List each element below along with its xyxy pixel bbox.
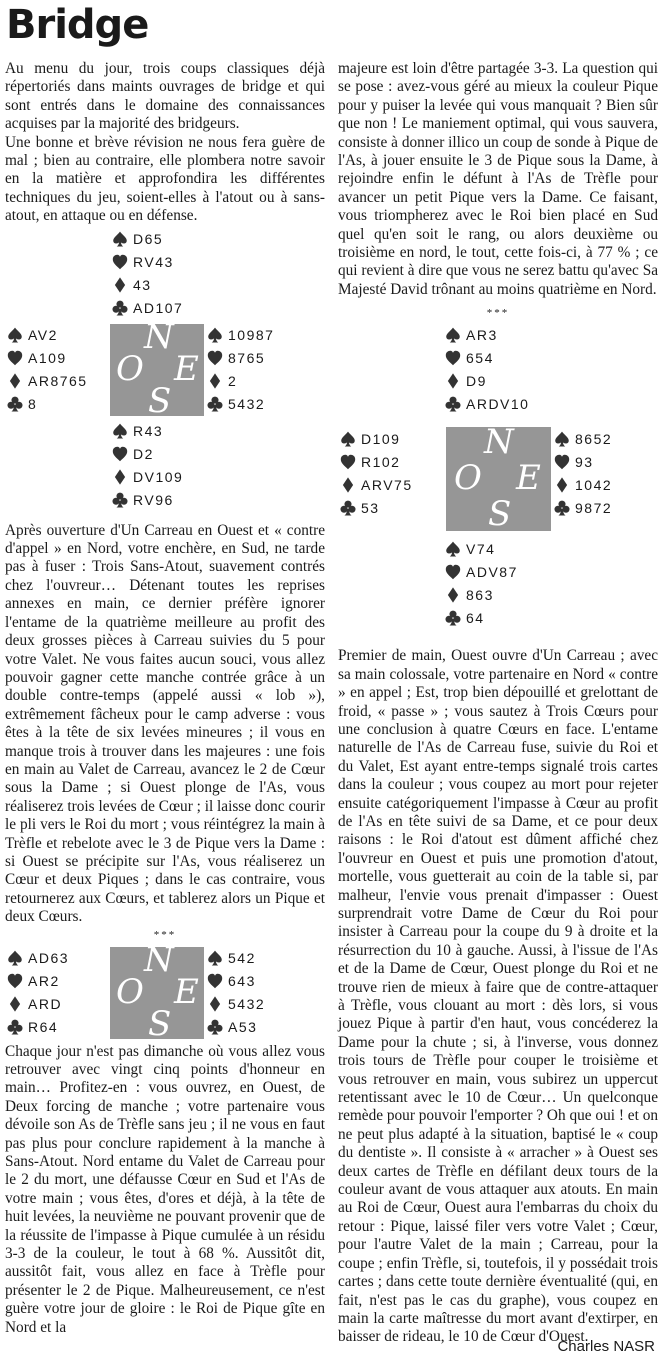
compass-east: E bbox=[174, 348, 199, 389]
north-spades: AR3 bbox=[466, 326, 498, 343]
south-spades: R43 bbox=[133, 422, 164, 439]
diamond-icon bbox=[205, 373, 225, 389]
heart-icon bbox=[110, 446, 130, 462]
spade-icon bbox=[443, 327, 463, 343]
diamond-icon bbox=[205, 996, 225, 1012]
compass-table bbox=[446, 427, 551, 531]
compass-north: N bbox=[144, 323, 174, 357]
east-hand bbox=[205, 947, 265, 1039]
east-clubs: A53 bbox=[228, 1018, 258, 1035]
club-icon bbox=[205, 1019, 225, 1035]
compass-table bbox=[110, 324, 204, 416]
south-diamonds: DV109 bbox=[133, 468, 184, 485]
club-icon bbox=[110, 300, 130, 316]
south-spades: V74 bbox=[466, 540, 496, 557]
west-clubs: R64 bbox=[28, 1018, 59, 1035]
east-hand bbox=[205, 324, 274, 416]
right-column bbox=[338, 60, 658, 1347]
spade-icon bbox=[338, 431, 358, 447]
compass-east: E bbox=[516, 458, 541, 499]
east-hand bbox=[552, 427, 612, 519]
club-icon bbox=[552, 500, 572, 516]
north-diamonds: D9 bbox=[466, 372, 487, 389]
spade-icon bbox=[443, 541, 463, 557]
revision-paragraph: Une bonne et brève révision ne nous fera guère de mal ; bien au contraire, elle plombera notre savoir en la matière et approfondira les différentes techniques du jeu, soient-elles à l'atout ou à sans-atout, en attaque ou en défense. bbox=[5, 133, 325, 225]
east-clubs: 9872 bbox=[575, 499, 613, 516]
north-hearts: RV43 bbox=[133, 253, 174, 270]
west-diamonds: AR8765 bbox=[28, 372, 88, 389]
east-clubs: 5432 bbox=[228, 395, 266, 412]
diamond-icon bbox=[5, 373, 25, 389]
spade-icon bbox=[552, 431, 572, 447]
compass-south: S bbox=[488, 494, 512, 532]
deal-diagram-3 bbox=[338, 321, 658, 647]
south-clubs: RV96 bbox=[133, 491, 174, 508]
club-icon bbox=[5, 396, 25, 412]
west-hearts: AR2 bbox=[28, 972, 60, 989]
heart-icon bbox=[110, 254, 130, 270]
west-clubs: 8 bbox=[28, 395, 38, 412]
west-hearts: R102 bbox=[361, 453, 401, 470]
west-hand bbox=[5, 947, 69, 1039]
south-hand bbox=[110, 420, 183, 512]
south-hearts: D2 bbox=[133, 445, 154, 462]
north-hand bbox=[443, 323, 529, 415]
page-title: Bridge bbox=[6, 2, 149, 48]
author-signature: Charles NASR bbox=[557, 1338, 655, 1355]
club-icon bbox=[443, 396, 463, 412]
compass-north: N bbox=[484, 427, 514, 463]
heart-icon bbox=[552, 454, 572, 470]
compass-south: S bbox=[148, 380, 172, 416]
club-icon bbox=[110, 492, 130, 508]
south-hand bbox=[443, 537, 518, 629]
east-hearts: 93 bbox=[575, 453, 594, 470]
west-spades: D109 bbox=[361, 430, 401, 447]
north-hearts: 654 bbox=[466, 349, 494, 366]
east-diamonds: 2 bbox=[228, 372, 238, 389]
diamond-icon bbox=[443, 587, 463, 603]
intro-paragraph: Au menu du jour, trois coups classiques déjà répertoriés dans maints ouvrages de bridge et qui sont entrés dans le domaine des connaissances acquises par la majorité des bridgeurs. bbox=[5, 60, 325, 133]
club-icon bbox=[338, 500, 358, 516]
south-diamonds: 863 bbox=[466, 586, 494, 603]
compass-west: O bbox=[454, 458, 482, 499]
spade-icon bbox=[205, 327, 225, 343]
east-diamonds: 5432 bbox=[228, 995, 266, 1012]
west-clubs: 53 bbox=[361, 499, 380, 516]
diamond-icon bbox=[110, 277, 130, 293]
deal-diagram-2 bbox=[5, 943, 325, 1043]
north-clubs: ARDV10 bbox=[466, 395, 530, 412]
west-hand bbox=[338, 427, 413, 519]
heart-icon bbox=[5, 350, 25, 366]
deal2-commentary: Chaque jour n'est pas dimanche où vous allez vous retrouver avec vingt cinq points d'honneur en main… Profitez-en : vous ouvrez, en Ouest, de Deux forcing de manche ; votre partenaire vous dévoile son As de Trèfle sans jeu ; il ne vous en faut pas plus pour conclure rapidement à la manche à Sans-Atout. Nord entame du Valet de Carreau pour le 2 du mort, une défausse Cœur en Sud et l'As de votre main ; vous êtes, d'ores et déjà, à la tête de huit levées, la neuvième ne pouvant provenir que de la réussite de l'impasse à Pique cumulée à un résidu 3-3 de la couleur, le tout à 68 %. Aussitôt dit, aussitôt fait, vous allez en face à Trèfle pour présenter le 2 de Pique. Malheureusement, ce n'est guère votre jour de gloire : le Roi de Pique gîte en Nord et la bbox=[5, 1042, 325, 1336]
east-hearts: 8765 bbox=[228, 349, 266, 366]
compass-west: O bbox=[116, 971, 144, 1012]
spade-icon bbox=[110, 423, 130, 439]
diamond-icon bbox=[110, 469, 130, 485]
west-spades: AD63 bbox=[28, 949, 70, 966]
diamond-icon bbox=[552, 477, 572, 493]
east-spades: 8652 bbox=[575, 430, 613, 447]
heart-icon bbox=[5, 973, 25, 989]
east-diamonds: 1042 bbox=[575, 476, 613, 493]
west-diamonds: ARD bbox=[28, 995, 63, 1012]
west-hearts: A109 bbox=[28, 349, 67, 366]
north-clubs: AD107 bbox=[133, 299, 184, 316]
east-spades: 10987 bbox=[228, 326, 275, 343]
compass-south: S bbox=[148, 1003, 172, 1039]
heart-icon bbox=[443, 350, 463, 366]
deal2-commentary-continued: majeure est loin d'être partagée 3-3. La question qui se pose : avez-vous géré au mieux la couleur Pique pour y puiser la levée qui vous manquait ? Bien sûr que non ! Le maniement optimal, qui vous sauvera, consiste à donner illico un coup de sonde à Pique de l'As, à jouer ensuite le 3 de Pique sous la Dame, à rejoindre enfin le défunt à l'As de Trèfle pour avancer un petit Pique vers la Dame. Ce faisant, vous triompherez avec le Roi bien placé en Sud quel qu'en soit le rang, ou alors deuxième ou troisième en nord, le tout, cette fois-ci, à 77 % ; ce qui revient à dire que vous ne serez battu qu'avec Sa Majesté David trônant au moins quatrième en Nord. bbox=[338, 60, 658, 298]
east-hearts: 643 bbox=[228, 972, 256, 989]
west-spades: AV2 bbox=[28, 326, 58, 343]
deal-diagram-1 bbox=[5, 226, 325, 522]
north-diamonds: 43 bbox=[133, 276, 152, 293]
heart-icon bbox=[443, 564, 463, 580]
section-separator: *** bbox=[153, 928, 177, 941]
diamond-icon bbox=[443, 373, 463, 389]
east-spades: 542 bbox=[228, 949, 256, 966]
deal1-commentary: Après ouverture d'Un Carreau en Ouest et « contre d'appel » en Nord, votre enchère, en Sud, ne tarde pas à fuser : Trois Sans-Atout, suavement contrés chez l'ouvreur… Détenant toutes les reprises annexes en main, ce dernier préfère ignorer l'entame de la quatrième meilleure au profit des deux grosses pièces à Carreau suivies du 5 pour votre Valet. Ne vous faites aucun souci, vous allez pouvoir gagner cette manche contrée grâce à un double contre-temps (appelé aussi « lob »), extrêmement fâcheux pour le camp adverse : vous êtes à la tête de six levées mineures ; il vous en manque trois à trouver dans les majeures : une fois en main au Valet de Carreau, avancez le 2 de Cœur sous la Dame ; si Ouest plonge de l'As, vous réaliserez trois levées de Cœur ; il laisse donc courir le pli vers le Roi du mort ; vous réintégrez la main à Trèfle et rebelote avec le 3 de Pique vers la Dame : si Ouest se précipite sur l'As, vous réaliserez un Cœur et deux Piques ; dans le cas contraire, vous retournerez aux Cœurs, et tablerez alors un Pique et deux Cœurs. bbox=[5, 521, 325, 926]
heart-icon bbox=[205, 350, 225, 366]
club-icon bbox=[5, 1019, 25, 1035]
spade-icon bbox=[205, 950, 225, 966]
heart-icon bbox=[205, 973, 225, 989]
compass-east: E bbox=[174, 971, 199, 1012]
north-spades: D65 bbox=[133, 230, 164, 247]
spade-icon bbox=[110, 231, 130, 247]
spade-icon bbox=[5, 327, 25, 343]
diamond-icon bbox=[5, 996, 25, 1012]
diamond-icon bbox=[338, 477, 358, 493]
section-separator: *** bbox=[486, 307, 510, 320]
club-icon bbox=[205, 396, 225, 412]
west-hand bbox=[5, 324, 88, 416]
west-diamonds: ARV75 bbox=[361, 476, 413, 493]
compass-west: O bbox=[116, 348, 144, 389]
south-clubs: 64 bbox=[466, 609, 485, 626]
south-hearts: ADV87 bbox=[466, 563, 518, 580]
north-hand bbox=[110, 228, 183, 320]
compass-north: N bbox=[144, 946, 174, 980]
deal3-commentary: Premier de main, Ouest ouvre d'Un Carreau ; avec sa main colossale, votre partenaire en Nord « contre » en appel ; Est, trop bien dépouillé et grelottant de froid, « passe » ; vous sautez à Trois Cœurs pour une conclusion à quatre Cœurs en face. L'entame naturelle de l'As de Carreau fuse, suivie du Roi et du Valet, Est ayant entre-temps signalé trois cartes dans la couleur ; vous coupez au mort pour rejeter ensuite catégoriquement l'impasse à Cœur au profit de l'As en tête suivi de sa Dame, et ce pour deux raisons : le Roi d'atout est dûment affiché chez l'ouvreur en Ouest et puis une promotion d'atout, mortelle, vous guetterait au coin de la table si, par malheur, l'envie vous prenait d'impasser : Ouest surprendrait votre Dame de Cœur du Roi pour insister à Carreau pour la coupe du 9 à droite et la résurrection du 10 à gauche. Aussi, à l'issue de l'As et de la Dame de Cœur, Ouest plonge du Roi et ne trouve rien de mieux à faire que de contre-attaquer à Trèfle, vous clouant au mort : dès lors, si vous jouez Pique à partir d'en haut, vous concéderez la Dame pour la chute ; si, à l'inverse, vous donnez trois tours de Trèfle pour couper le troisième et vous retrouver en main, vous subirez un uppercut retentissant avec le 10 de Cœur… Un quelconque remède pour pouvoir l'emporter ? Oh que oui ! et on ne peut plus adapté à la situation, baptisé le « coup du dentiste ». Il consiste à « arracher » à Ouest ses deux cartes de Trèfle en défilant deux tours de la couleur avant de vous attaquer aux atouts. En main au Roi de Cœur, Ouest aura l'embarras du choix du retour : Pique, laissé filer vers votre Valet ; Cœur, pour l'autre Valet de la main ; Carreau, pour la coupe ; enfin Trèfle, si, toutefois, il y possédait trois cartes ; dans cette toute dernière éventualité (qui, en fait, n'est pas le cas du graphe), vous coupez en main la carte maîtresse du mort avant d'extirper, en baisser de rideau, le 10 de Cœur d'Ouest. bbox=[338, 647, 658, 1346]
club-icon bbox=[443, 610, 463, 626]
heart-icon bbox=[338, 454, 358, 470]
left-column bbox=[5, 60, 325, 1337]
compass-table bbox=[110, 947, 204, 1039]
spade-icon bbox=[5, 950, 25, 966]
